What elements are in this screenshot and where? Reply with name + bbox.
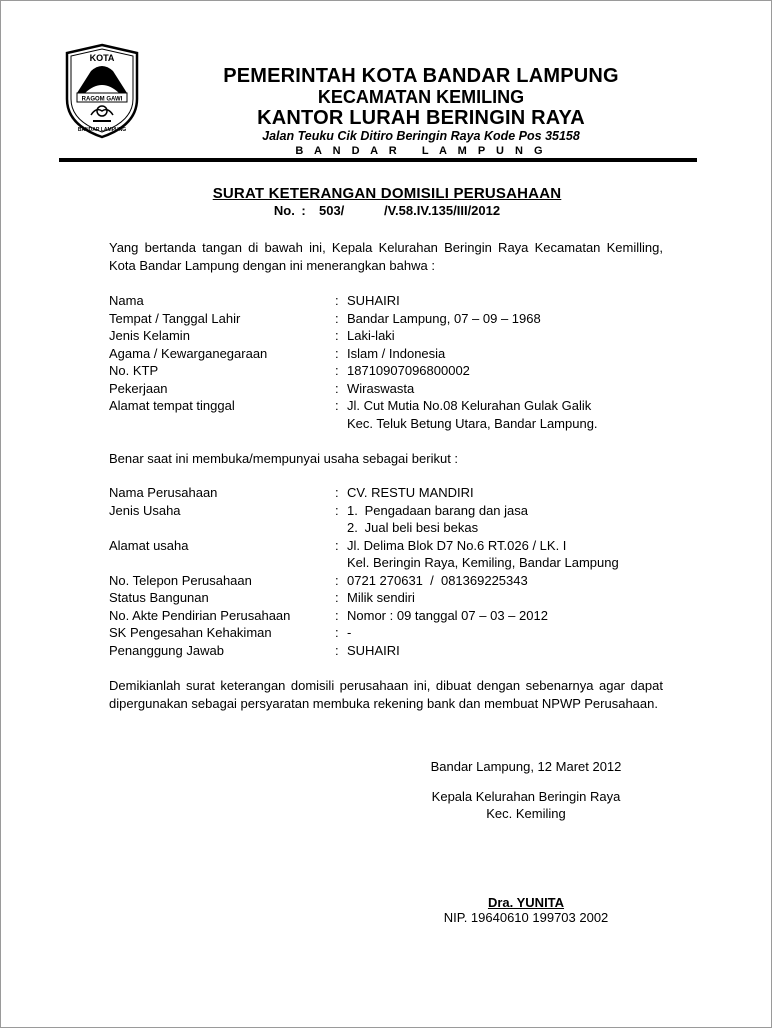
letterhead-divider bbox=[59, 158, 697, 162]
signature-office bbox=[391, 788, 661, 822]
list-number: 1. bbox=[347, 502, 358, 518]
field-value bbox=[347, 519, 669, 537]
field-row-continued bbox=[109, 554, 669, 572]
field-row: Jenis Kelamin : Laki-laki bbox=[109, 327, 669, 345]
field-row: No. KTP : 18710907096800002 bbox=[109, 362, 669, 380]
field-row: Tempat / Tanggal Lahir : Bandar Lampung, 07 – 09 – 1968 bbox=[109, 310, 669, 328]
letterhead-city: B A N D A R L A M P U N G bbox=[295, 145, 547, 157]
field-row: Jenis Usaha : 1. Pengadaan barang dan jasa bbox=[109, 502, 669, 520]
logo-ribbon-text: RAGOM GAWI bbox=[81, 96, 123, 103]
field-label: No. Akte Pendirian Perusahaan bbox=[109, 607, 291, 623]
signatory-nip: NIP. 19640610 199703 2002 bbox=[443, 910, 609, 925]
closing-paragraph: Demikianlah surat keterangan domisili perusahaan ini, dibuat dengan sebenarnya agar dapat dipergunakan sebagai persyaratan membuka rekening bank dan membuat NPWP Perusahaan. bbox=[109, 678, 663, 711]
logo-top-text: KOTA bbox=[89, 53, 115, 63]
field-row: Alamat usaha : Jl. Delima Blok D7 No.6 RT.026 / LK. I bbox=[109, 537, 669, 555]
field-value: 0721 270631 / 081369225343 bbox=[347, 572, 528, 588]
field-row: Alamat tempat tinggal : Jl. Cut Mutia No.08 Kelurahan Gulak Galik bbox=[109, 397, 669, 415]
signature-office-line1: Kepala Kelurahan Beringin Raya bbox=[431, 789, 621, 804]
field-row: Pekerjaan : Wiraswasta bbox=[109, 380, 669, 398]
field-label: No. Telepon Perusahaan bbox=[109, 572, 252, 588]
field-value: Laki-laki bbox=[347, 328, 395, 343]
field-value: Nomor : 09 tanggal 07 – 03 – 2012 bbox=[347, 607, 548, 623]
field-label: Agama / Kewarganegaraan bbox=[109, 345, 268, 361]
field-value: CV. RESTU MANDIRI bbox=[347, 485, 474, 500]
field-value: 18710907096800002 bbox=[347, 363, 470, 378]
field-label: SK Pengesahan Kehakiman bbox=[109, 625, 272, 640]
field-row-continued bbox=[109, 519, 669, 537]
field-label: Alamat usaha bbox=[109, 537, 189, 553]
document-title bbox=[59, 185, 715, 219]
field-value: Kel. Beringin Raya, Kemiling, Bandar Lampung bbox=[347, 555, 619, 570]
field-row: Status Bangunan : Milik sendiri bbox=[109, 589, 669, 607]
city-emblem-logo bbox=[63, 43, 141, 139]
field-value: Milik sendiri bbox=[347, 590, 415, 605]
field-value: Jl. Cut Mutia No.08 Kelurahan Gulak Galik bbox=[347, 398, 592, 413]
business-type: Jual beli besi bekas bbox=[364, 520, 479, 535]
field-row: Penanggung Jawab : SUHAIRI bbox=[109, 642, 669, 660]
signature-office-line2: Kec. Kemiling bbox=[486, 806, 566, 821]
field-label: Alamat tempat tinggal bbox=[109, 398, 235, 413]
field-value: Kec. Teluk Betung Utara, Bandar Lampung. bbox=[347, 415, 598, 431]
signature-place-date: Bandar Lampung, 12 Maret 2012 bbox=[430, 759, 622, 774]
field-value: Bandar Lampung, 07 – 09 – 1968 bbox=[347, 310, 541, 326]
field-label: Nama bbox=[109, 293, 144, 308]
letterhead-district: KECAMATAN KEMILING bbox=[317, 87, 525, 107]
field-label: Penanggung Jawab bbox=[109, 642, 224, 658]
field-value: SUHAIRI bbox=[347, 642, 400, 658]
letterhead-address: Jalan Teuku Cik Ditiro Beringin Raya Kode Pos 35158 bbox=[262, 129, 580, 143]
field-row: Nama Perusahaan : CV. RESTU MANDIRI bbox=[109, 484, 669, 502]
logo-bottom-text: BANDAR LAMPUNG bbox=[77, 127, 127, 133]
field-row: Nama : SUHAIRI bbox=[109, 292, 669, 310]
field-label: No. KTP bbox=[109, 363, 159, 378]
field-value: SUHAIRI bbox=[347, 293, 400, 308]
field-label: Nama Perusahaan bbox=[109, 485, 218, 500]
field-label: Status Bangunan bbox=[109, 590, 209, 605]
field-value: Wiraswasta bbox=[347, 380, 415, 396]
intro-paragraph: Yang bertanda tangan di bawah ini, Kepala Kelurahan Beringin Raya Kecamatan Kemilling, Kota Bandar Lampung dengan ini menerangkan bahwa : bbox=[109, 240, 663, 273]
field-label: Pekerjaan bbox=[109, 380, 168, 396]
field-value: Islam / Indonesia bbox=[347, 345, 446, 361]
field-label: Jenis Usaha bbox=[109, 502, 181, 518]
signatory-name: Dra. YUNITA bbox=[487, 895, 565, 910]
document-number: No. : 503/ /V.58.IV.135/III/2012 bbox=[273, 203, 501, 218]
letterhead-government: PEMERINTAH KOTA BANDAR LAMPUNG bbox=[223, 65, 619, 87]
person-fields bbox=[109, 292, 669, 432]
field-label: Jenis Kelamin bbox=[109, 328, 190, 343]
field-row: No. Akte Pendirian Perusahaan : Nomor : 09 tanggal 07 – 03 – 2012 bbox=[109, 607, 669, 625]
statement-paragraph: Benar saat ini membuka/mempunyai usaha sebagai berikut : bbox=[109, 451, 459, 466]
letterhead-office: KANTOR LURAH BERINGIN RAYA bbox=[257, 107, 585, 129]
business-fields bbox=[109, 484, 669, 659]
letterhead bbox=[151, 65, 691, 158]
field-value bbox=[347, 502, 669, 520]
business-type: Pengadaan barang dan jasa bbox=[364, 502, 528, 518]
field-label: Tempat / Tanggal Lahir bbox=[109, 310, 241, 326]
field-row: SK Pengesahan Kehakiman : - bbox=[109, 624, 669, 642]
document-heading: SURAT KETERANGAN DOMISILI PERUSAHAAN bbox=[212, 185, 562, 202]
list-number: 2. bbox=[347, 520, 358, 535]
field-row-continued bbox=[109, 415, 669, 433]
field-value: - bbox=[347, 625, 352, 640]
field-row: No. Telepon Perusahaan : 0721 270631 / 081369225343 bbox=[109, 572, 669, 590]
field-row: Agama / Kewarganegaraan : Islam / Indonesia bbox=[109, 345, 669, 363]
field-value: Jl. Delima Blok D7 No.6 RT.026 / LK. I bbox=[347, 537, 567, 553]
